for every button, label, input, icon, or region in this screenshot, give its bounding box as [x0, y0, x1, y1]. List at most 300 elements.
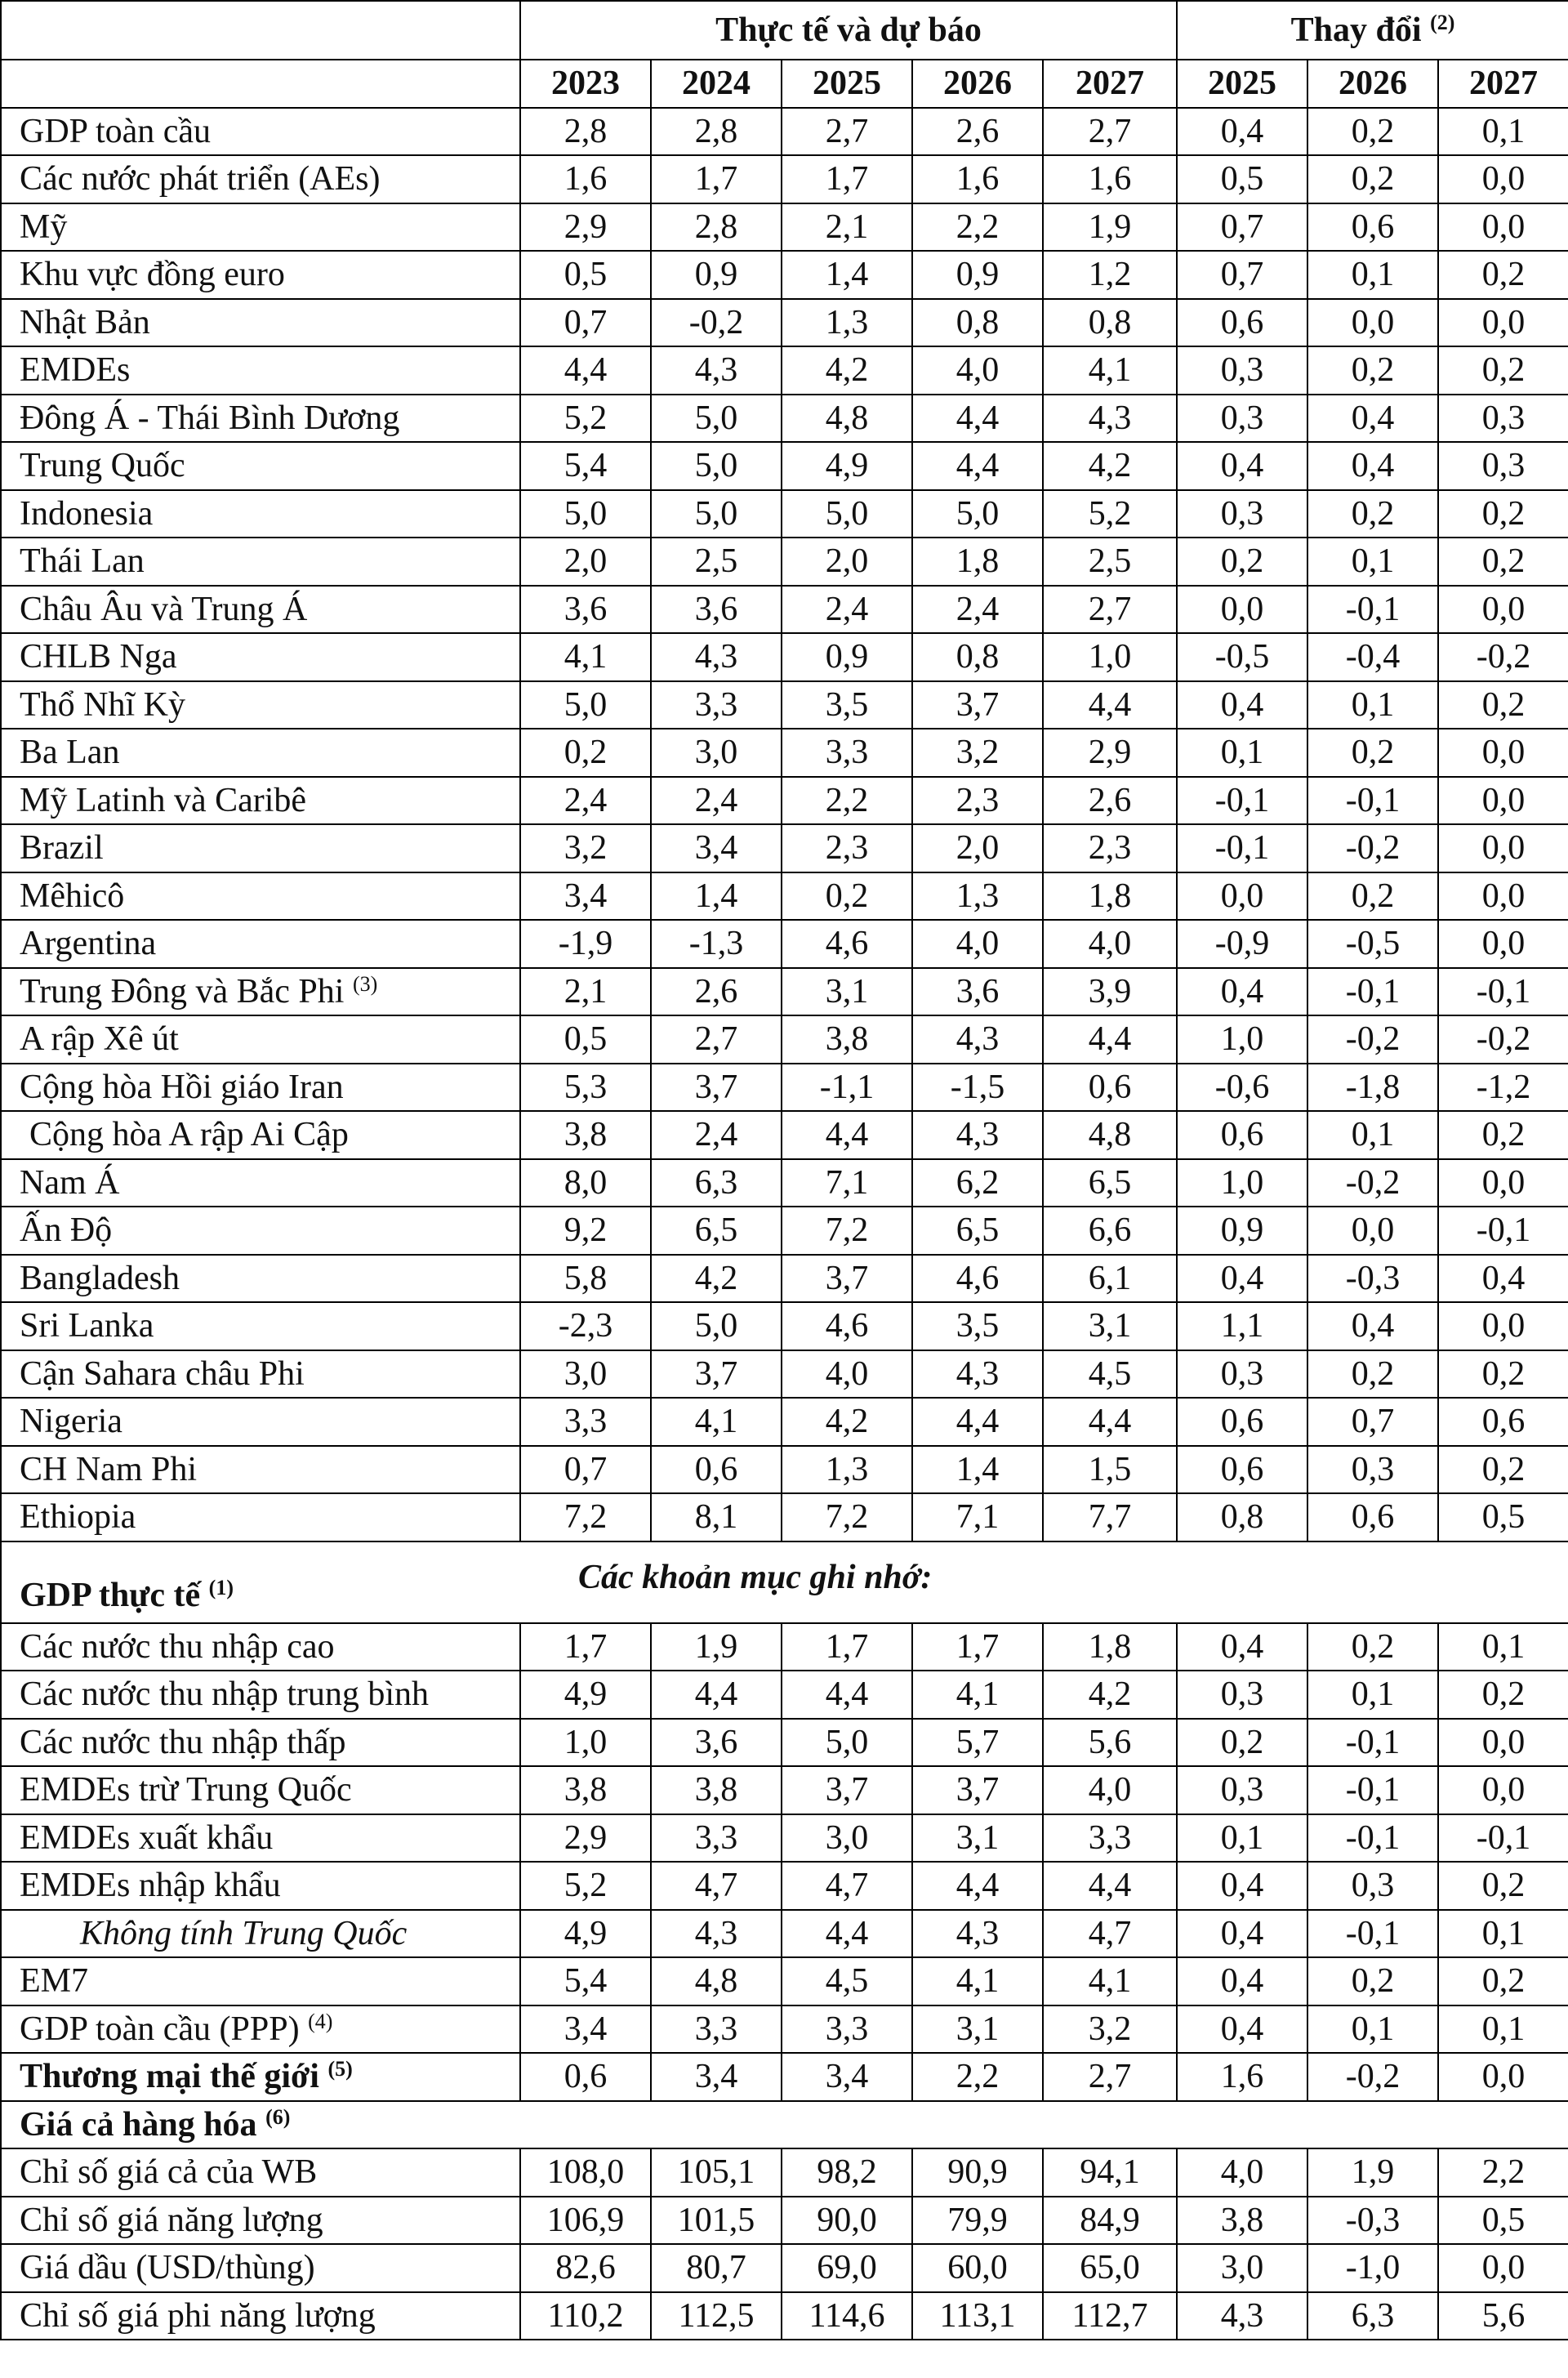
- table-row: [1, 1957, 1568, 2005]
- value-cell: 0,5: [520, 1015, 651, 1064]
- value-cell: 5,0: [912, 490, 1043, 538]
- value-cell: 0,4: [1307, 395, 1438, 443]
- group-change-header: Thay đổi $^{(2)}$: [1177, 1, 1568, 60]
- value-cell: 2,0: [782, 538, 912, 586]
- value-cell: 4,3: [912, 1350, 1043, 1399]
- value-cell: 2,8: [520, 108, 651, 156]
- value-cell: 80,7: [651, 2244, 782, 2292]
- value-cell: 0,6: [651, 1446, 782, 1494]
- table-row: [1, 1446, 1568, 1494]
- value-cell: 4,1: [651, 1398, 782, 1446]
- value-cell: 6,3: [1307, 2292, 1438, 2340]
- value-cell: 0,2: [1177, 538, 1307, 586]
- value-cell: -0,2: [1307, 824, 1438, 872]
- year-header-cell: 2025: [1177, 60, 1307, 108]
- value-cell: 112,5: [651, 2292, 782, 2340]
- value-cell: 6,5: [1043, 1159, 1177, 1207]
- value-cell: 0,1: [1307, 1671, 1438, 1719]
- value-cell: -0,1: [1438, 968, 1568, 1016]
- value-cell: 7,2: [520, 1493, 651, 1541]
- value-cell: 3,3: [782, 2005, 912, 2054]
- value-cell: 0,4: [1177, 1957, 1307, 2005]
- value-cell: 4,6: [912, 1255, 1043, 1303]
- value-cell: 0,6: [1043, 1064, 1177, 1112]
- table-row: [1, 968, 1568, 1016]
- value-cell: 0,9: [1177, 1207, 1307, 1255]
- value-cell: 3,4: [520, 2005, 651, 2054]
- row-label: Không tính Trung Quốc: [1, 1910, 520, 1958]
- value-cell: 0,3: [1177, 1766, 1307, 1814]
- row-label: Brazil: [1, 824, 520, 872]
- value-cell: 90,9: [912, 2148, 1043, 2197]
- memo-header-row: [1, 1541, 1568, 1623]
- value-cell: 4,0: [1177, 2148, 1307, 2197]
- value-cell: 3,3: [520, 1398, 651, 1446]
- row-label: Chỉ số giá năng lượng: [1, 2197, 520, 2245]
- value-cell: 2,9: [520, 1814, 651, 1863]
- table-row: [1, 920, 1568, 968]
- value-cell: 94,1: [1043, 2148, 1177, 2197]
- value-cell: -0,2: [1438, 1015, 1568, 1064]
- table-row: [1, 108, 1568, 156]
- table-row: [1, 1766, 1568, 1814]
- value-cell: 0,5: [520, 251, 651, 299]
- value-cell: 3,6: [651, 1719, 782, 1767]
- value-cell: 3,4: [651, 2053, 782, 2101]
- value-cell: -0,1: [1307, 1719, 1438, 1767]
- year-header-cell: 2026: [1307, 60, 1438, 108]
- value-cell: 0,0: [1177, 586, 1307, 634]
- value-cell: -0,1: [1177, 777, 1307, 825]
- value-cell: 1,7: [520, 1623, 651, 1671]
- row-label: Các nước thu nhập cao: [1, 1623, 520, 1671]
- value-cell: 1,8: [1043, 1623, 1177, 1671]
- value-cell: 5,0: [651, 490, 782, 538]
- value-cell: 0,0: [1438, 1766, 1568, 1814]
- footnote-marker: (3): [352, 971, 378, 996]
- value-cell: 5,0: [782, 490, 912, 538]
- value-cell: 0,2: [1307, 872, 1438, 921]
- value-cell: -2,3: [520, 1302, 651, 1350]
- value-cell: 4,1: [1043, 346, 1177, 395]
- value-cell: 4,8: [782, 395, 912, 443]
- value-cell: 0,2: [520, 729, 651, 777]
- value-cell: 2,0: [520, 538, 651, 586]
- row-label: Ấn Độ: [1, 1207, 520, 1255]
- value-cell: 4,5: [782, 1957, 912, 2005]
- value-cell: 4,1: [912, 1957, 1043, 2005]
- value-cell: 3,2: [520, 824, 651, 872]
- value-cell: 0,2: [1307, 346, 1438, 395]
- value-cell: 4,7: [782, 1862, 912, 1910]
- value-cell: 4,3: [651, 633, 782, 681]
- year-header-cell: 2024: [651, 60, 782, 108]
- value-cell: 1,1: [1177, 1302, 1307, 1350]
- value-cell: 4,4: [651, 1671, 782, 1719]
- table-row: [1, 1862, 1568, 1910]
- table-row: [1, 1910, 1568, 1958]
- value-cell: 0,0: [1438, 2053, 1568, 2101]
- value-cell: -0,3: [1307, 1255, 1438, 1303]
- row-label: Cộng hòa Hồi giáo Iran: [1, 1064, 520, 1112]
- value-cell: 3,4: [651, 824, 782, 872]
- value-cell: 2,6: [912, 108, 1043, 156]
- value-cell: 3,0: [782, 1814, 912, 1863]
- value-cell: 4,6: [782, 920, 912, 968]
- value-cell: -1,0: [1307, 2244, 1438, 2292]
- value-cell: 1,7: [912, 1623, 1043, 1671]
- value-cell: 6,3: [651, 1159, 782, 1207]
- value-cell: 1,9: [1043, 203, 1177, 252]
- value-cell: 4,4: [912, 1862, 1043, 1910]
- row-label: CHLB Nga: [1, 633, 520, 681]
- value-cell: 4,4: [1043, 1862, 1177, 1910]
- value-cell: 0,0: [1438, 203, 1568, 252]
- value-cell: 0,2: [1307, 155, 1438, 203]
- value-cell: 0,0: [1438, 155, 1568, 203]
- value-cell: -0,2: [651, 299, 782, 347]
- value-cell: -0,6: [1177, 1064, 1307, 1112]
- value-cell: 2,4: [782, 586, 912, 634]
- value-cell: 3,4: [782, 2053, 912, 2101]
- value-cell: 5,0: [520, 681, 651, 729]
- value-cell: 4,2: [1043, 1671, 1177, 1719]
- value-cell: 0,1: [1307, 2005, 1438, 2054]
- value-cell: 4,2: [651, 1255, 782, 1303]
- value-cell: 0,1: [1438, 108, 1568, 156]
- value-cell: -0,1: [1307, 1814, 1438, 1863]
- value-cell: 3,7: [912, 681, 1043, 729]
- table-row: [1, 1814, 1568, 1863]
- prices-section: [1, 2101, 1568, 2149]
- value-cell: 0,5: [1177, 155, 1307, 203]
- value-cell: 0,2: [1438, 1446, 1568, 1494]
- year-header-cell: 2023: [520, 60, 651, 108]
- value-cell: 0,9: [912, 251, 1043, 299]
- value-cell: 1,5: [1043, 1446, 1177, 1494]
- table-row: [1, 1671, 1568, 1719]
- footnote-marker: (5): [327, 2057, 353, 2081]
- value-cell: 2,1: [782, 203, 912, 252]
- value-cell: 0,6: [1177, 1111, 1307, 1159]
- value-cell: 5,2: [520, 1862, 651, 1910]
- value-cell: -0,4: [1307, 633, 1438, 681]
- value-cell: 0,1: [1307, 251, 1438, 299]
- value-cell: 0,6: [1177, 1446, 1307, 1494]
- table-row: [1, 395, 1568, 443]
- value-cell: 0,3: [1438, 442, 1568, 490]
- value-cell: 2,2: [1438, 2148, 1568, 2197]
- row-label: Trung Quốc: [1, 442, 520, 490]
- row-label: Indonesia: [1, 490, 520, 538]
- value-cell: 3,3: [651, 2005, 782, 2054]
- value-cell: 0,2: [1438, 538, 1568, 586]
- value-cell: 65,0: [1043, 2244, 1177, 2292]
- value-cell: 4,1: [1043, 1957, 1177, 2005]
- row-label: Bangladesh: [1, 1255, 520, 1303]
- row-label: Khu vực đồng euro: [1, 251, 520, 299]
- value-cell: 0,2: [1438, 681, 1568, 729]
- value-cell: 4,1: [912, 1671, 1043, 1719]
- value-cell: -0,2: [1307, 2053, 1438, 2101]
- value-cell: 3,1: [912, 1814, 1043, 1863]
- value-cell: 3,3: [1043, 1814, 1177, 1863]
- value-cell: 4,4: [912, 442, 1043, 490]
- value-cell: 0,2: [1438, 346, 1568, 395]
- value-cell: 5,0: [520, 490, 651, 538]
- row-label: Ba Lan: [1, 729, 520, 777]
- row-label: A rập Xê út: [1, 1015, 520, 1064]
- table-row: [1, 1493, 1568, 1541]
- value-cell: 6,1: [1043, 1255, 1177, 1303]
- row-label: Mỹ: [1, 203, 520, 252]
- value-cell: 0,6: [1177, 1398, 1307, 1446]
- value-cell: 2,2: [912, 2053, 1043, 2101]
- value-cell: -0,1: [1438, 1207, 1568, 1255]
- memo-rows: [1, 1623, 1568, 2101]
- value-cell: 0,0: [1438, 729, 1568, 777]
- value-cell: 5,4: [520, 442, 651, 490]
- row-label: Thái Lan: [1, 538, 520, 586]
- value-cell: 0,0: [1438, 1719, 1568, 1767]
- value-cell: 5,0: [651, 442, 782, 490]
- table-row: [1, 1623, 1568, 1671]
- value-cell: 2,0: [912, 824, 1043, 872]
- row-label: EM7: [1, 1957, 520, 2005]
- value-cell: 3,1: [912, 2005, 1043, 2054]
- value-cell: 2,4: [520, 777, 651, 825]
- value-cell: 5,6: [1043, 1719, 1177, 1767]
- value-cell: 0,4: [1177, 968, 1307, 1016]
- value-cell: 0,3: [1177, 346, 1307, 395]
- value-cell: 1,4: [912, 1446, 1043, 1494]
- value-cell: -0,9: [1177, 920, 1307, 968]
- value-cell: 0,2: [1307, 1350, 1438, 1399]
- table-row: [1, 1159, 1568, 1207]
- table-row: [1, 681, 1568, 729]
- row-label: Argentina: [1, 920, 520, 968]
- table-row: [1, 777, 1568, 825]
- value-cell: 0,2: [782, 872, 912, 921]
- value-cell: 112,7: [1043, 2292, 1177, 2340]
- table-row: [1, 2005, 1568, 2054]
- value-cell: 0,3: [1177, 1350, 1307, 1399]
- row-label: Thương mại thế giới $^{(5)}$: [1, 2053, 520, 2101]
- row-label: Sri Lanka: [1, 1302, 520, 1350]
- value-cell: 0,0: [1438, 586, 1568, 634]
- value-cell: 5,6: [1438, 2292, 1568, 2340]
- value-cell: 108,0: [520, 2148, 651, 2197]
- value-cell: 3,8: [520, 1766, 651, 1814]
- value-cell: 0,1: [1307, 1111, 1438, 1159]
- value-cell: 4,9: [520, 1910, 651, 1958]
- value-cell: 3,8: [651, 1766, 782, 1814]
- value-cell: 5,3: [520, 1064, 651, 1112]
- row-label: EMDEs xuất khẩu: [1, 1814, 520, 1863]
- value-cell: 0,7: [1177, 203, 1307, 252]
- memo-section: [1, 1541, 1568, 1623]
- value-cell: 0,1: [1307, 681, 1438, 729]
- value-cell: 0,4: [1177, 1255, 1307, 1303]
- row-label: Các nước thu nhập trung bình: [1, 1671, 520, 1719]
- value-cell: 7,1: [912, 1493, 1043, 1541]
- value-cell: 3,3: [782, 729, 912, 777]
- row-label: Cộng hòa A rập Ai Cập: [1, 1111, 520, 1159]
- value-cell: 1,7: [782, 155, 912, 203]
- value-cell: 0,4: [1177, 1862, 1307, 1910]
- value-cell: -1,8: [1307, 1064, 1438, 1112]
- value-cell: 4,0: [912, 346, 1043, 395]
- value-cell: 1,0: [1177, 1159, 1307, 1207]
- value-cell: 0,7: [520, 1446, 651, 1494]
- value-cell: 0,1: [1307, 538, 1438, 586]
- value-cell: 1,6: [912, 155, 1043, 203]
- table-row: [1, 633, 1568, 681]
- value-cell: 0,2: [1438, 1957, 1568, 2005]
- table-header: [1, 1, 1568, 108]
- value-cell: 2,2: [782, 777, 912, 825]
- header-blank-cell: [1, 1, 520, 60]
- value-cell: 5,0: [651, 1302, 782, 1350]
- row-label: Các nước phát triển (AEs): [1, 155, 520, 203]
- year-header-row: [1, 60, 1568, 108]
- value-cell: 2,4: [651, 777, 782, 825]
- value-cell: 0,1: [1438, 1910, 1568, 1958]
- footnote-marker: (4): [308, 2009, 333, 2033]
- value-cell: 4,4: [520, 346, 651, 395]
- value-cell: 3,0: [1177, 2244, 1307, 2292]
- value-cell: 3,6: [520, 586, 651, 634]
- value-cell: 3,3: [651, 681, 782, 729]
- value-cell: 1,0: [520, 1719, 651, 1767]
- value-cell: 0,2: [1307, 1623, 1438, 1671]
- row-label: Mêhicô: [1, 872, 520, 921]
- value-cell: 7,2: [782, 1207, 912, 1255]
- value-cell: 2,5: [651, 538, 782, 586]
- value-cell: 0,2: [1307, 1957, 1438, 2005]
- value-cell: 2,9: [520, 203, 651, 252]
- value-cell: 5,2: [1043, 490, 1177, 538]
- value-cell: 0,8: [1177, 1493, 1307, 1541]
- value-cell: 4,4: [782, 1111, 912, 1159]
- value-cell: 3,8: [520, 1111, 651, 1159]
- table-row: [1, 1015, 1568, 1064]
- row-label: CH Nam Phi: [1, 1446, 520, 1494]
- value-cell: 0,4: [1177, 442, 1307, 490]
- value-cell: 4,7: [651, 1862, 782, 1910]
- value-cell: 1,6: [1177, 2053, 1307, 2101]
- table-row: [1, 1350, 1568, 1399]
- value-cell: 4,9: [520, 1671, 651, 1719]
- value-cell: 3,2: [912, 729, 1043, 777]
- value-cell: 4,4: [1043, 1398, 1177, 1446]
- table-row: [1, 155, 1568, 203]
- value-cell: 1,9: [1307, 2148, 1438, 2197]
- value-cell: 2,5: [1043, 538, 1177, 586]
- value-cell: 3,0: [651, 729, 782, 777]
- value-cell: 84,9: [1043, 2197, 1177, 2245]
- value-cell: 110,2: [520, 2292, 651, 2340]
- table-row: [1, 729, 1568, 777]
- value-cell: 4,3: [1177, 2292, 1307, 2340]
- value-cell: 82,6: [520, 2244, 651, 2292]
- table-row: [1, 872, 1568, 921]
- value-cell: 3,1: [782, 968, 912, 1016]
- value-cell: 4,4: [1043, 681, 1177, 729]
- value-cell: 0,0: [1438, 1302, 1568, 1350]
- value-cell: 0,6: [1177, 299, 1307, 347]
- row-label: Cận Sahara châu Phi: [1, 1350, 520, 1399]
- table-row: [1, 1719, 1568, 1767]
- value-cell: 114,6: [782, 2292, 912, 2340]
- value-cell: 4,8: [651, 1957, 782, 2005]
- row-label: Thổ Nhĩ Kỳ: [1, 681, 520, 729]
- value-cell: -0,5: [1177, 633, 1307, 681]
- value-cell: 2,8: [651, 203, 782, 252]
- value-cell: 0,4: [1177, 2005, 1307, 2054]
- table-row: [1, 1064, 1568, 1112]
- value-cell: 0,2: [1438, 1671, 1568, 1719]
- value-cell: -1,1: [782, 1064, 912, 1112]
- value-cell: 101,5: [651, 2197, 782, 2245]
- value-cell: 0,1: [1177, 1814, 1307, 1863]
- value-cell: 2,2: [912, 203, 1043, 252]
- table-row: [1, 203, 1568, 252]
- row-label: Các nước thu nhập thấp: [1, 1719, 520, 1767]
- year-header-cell: 2025: [782, 60, 912, 108]
- value-cell: 2,3: [912, 777, 1043, 825]
- value-cell: 0,0: [1438, 872, 1568, 921]
- table-row: [1, 442, 1568, 490]
- value-cell: 3,6: [912, 968, 1043, 1016]
- value-cell: 0,6: [520, 2053, 651, 2101]
- table-row: [1, 2244, 1568, 2292]
- row-label: Nigeria: [1, 1398, 520, 1446]
- value-cell: 0,2: [1438, 1350, 1568, 1399]
- value-cell: 0,3: [1177, 395, 1307, 443]
- value-cell: 0,4: [1307, 1302, 1438, 1350]
- value-cell: 1,0: [1043, 633, 1177, 681]
- value-cell: 3,7: [651, 1350, 782, 1399]
- value-cell: 4,3: [912, 1111, 1043, 1159]
- value-cell: 3,9: [1043, 968, 1177, 1016]
- table-row: [1, 1302, 1568, 1350]
- value-cell: 0,8: [912, 633, 1043, 681]
- value-cell: -0,3: [1307, 2197, 1438, 2245]
- row-label: Đông Á - Thái Bình Dương: [1, 395, 520, 443]
- value-cell: 4,2: [782, 346, 912, 395]
- table-row: [1, 251, 1568, 299]
- value-cell: 0,7: [1307, 1398, 1438, 1446]
- value-cell: 1,8: [1043, 872, 1177, 921]
- value-cell: 113,1: [912, 2292, 1043, 2340]
- value-cell: 3,6: [651, 586, 782, 634]
- value-cell: 0,8: [912, 299, 1043, 347]
- table-row: [1, 586, 1568, 634]
- value-cell: 2,7: [1043, 586, 1177, 634]
- table-row: [1, 1398, 1568, 1446]
- value-cell: 4,3: [651, 346, 782, 395]
- value-cell: 0,0: [1177, 872, 1307, 921]
- value-cell: 0,4: [1177, 681, 1307, 729]
- table-row: [1, 346, 1568, 395]
- value-cell: 0,6: [1307, 1493, 1438, 1541]
- table-row: [1, 490, 1568, 538]
- value-cell: 0,9: [782, 633, 912, 681]
- value-cell: 4,0: [912, 920, 1043, 968]
- value-cell: 106,9: [520, 2197, 651, 2245]
- value-cell: -1,3: [651, 920, 782, 968]
